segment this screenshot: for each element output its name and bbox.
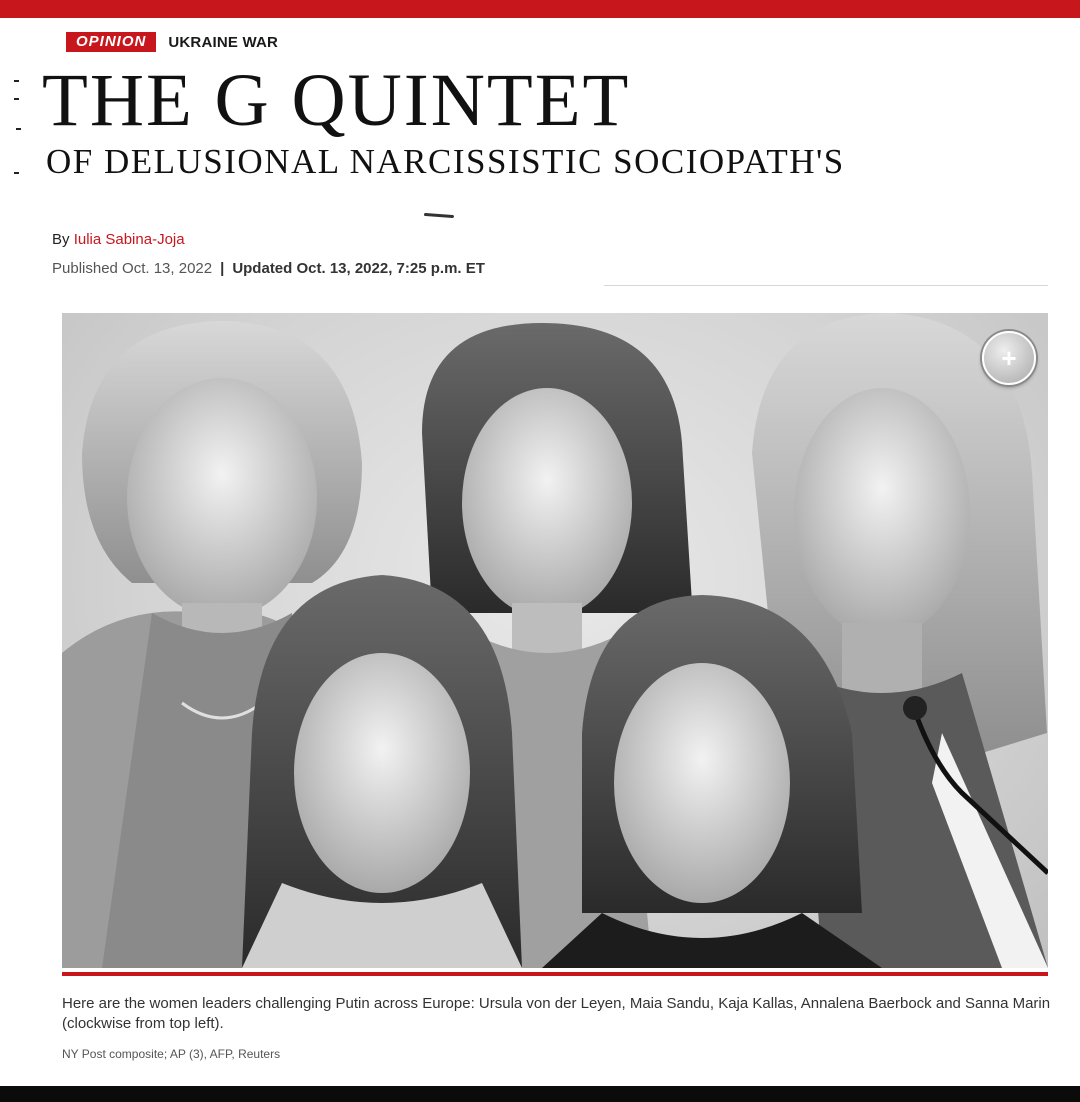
- portrait-illustration: [62, 313, 1048, 968]
- updated-date: Updated Oct. 13, 2022, 7:25 p.m. ET: [232, 260, 485, 277]
- opinion-badge[interactable]: OPINION: [66, 32, 156, 52]
- section-link-ukraine-war[interactable]: UKRAINE WAR: [168, 33, 279, 51]
- zoom-plus-icon[interactable]: +: [982, 331, 1036, 385]
- divider: [604, 285, 1048, 286]
- date-separator: |: [220, 260, 225, 277]
- article-dates: [52, 260, 485, 277]
- photo-credit: NY Post composite; AP (3), AFP, Reuters: [62, 1047, 281, 1061]
- edge-mark: [14, 172, 19, 174]
- page-title: THE G QUINTET: [42, 59, 631, 142]
- caption-divider: [62, 972, 1048, 976]
- edge-mark: [14, 80, 19, 82]
- author-link[interactable]: Iulia Sabina-Joja: [73, 231, 185, 248]
- edge-mark: [14, 98, 19, 100]
- byline: [52, 231, 185, 248]
- photo-caption: Here are the women leaders challenging Putin across Europe: Ursula von der Leyen, Maia Sandu, Kaja Kallas, Annalena Baerbock and Sanna Marin (clockwise from top left).: [62, 995, 1051, 1032]
- article-kicker: [66, 32, 278, 52]
- page-subtitle: OF DELUSIONAL NARCISSISTIC SOCIOPATH'S: [46, 142, 845, 181]
- bottom-bar: [0, 1086, 1080, 1102]
- byline-prefix: By: [52, 231, 70, 248]
- composite-photo[interactable]: [62, 313, 1048, 968]
- top-red-bar: [0, 0, 1080, 18]
- decorative-mark: [424, 213, 454, 218]
- published-date: Published Oct. 13, 2022: [52, 260, 213, 277]
- edge-mark: [16, 128, 21, 130]
- portrait-bottom-left: [242, 575, 522, 968]
